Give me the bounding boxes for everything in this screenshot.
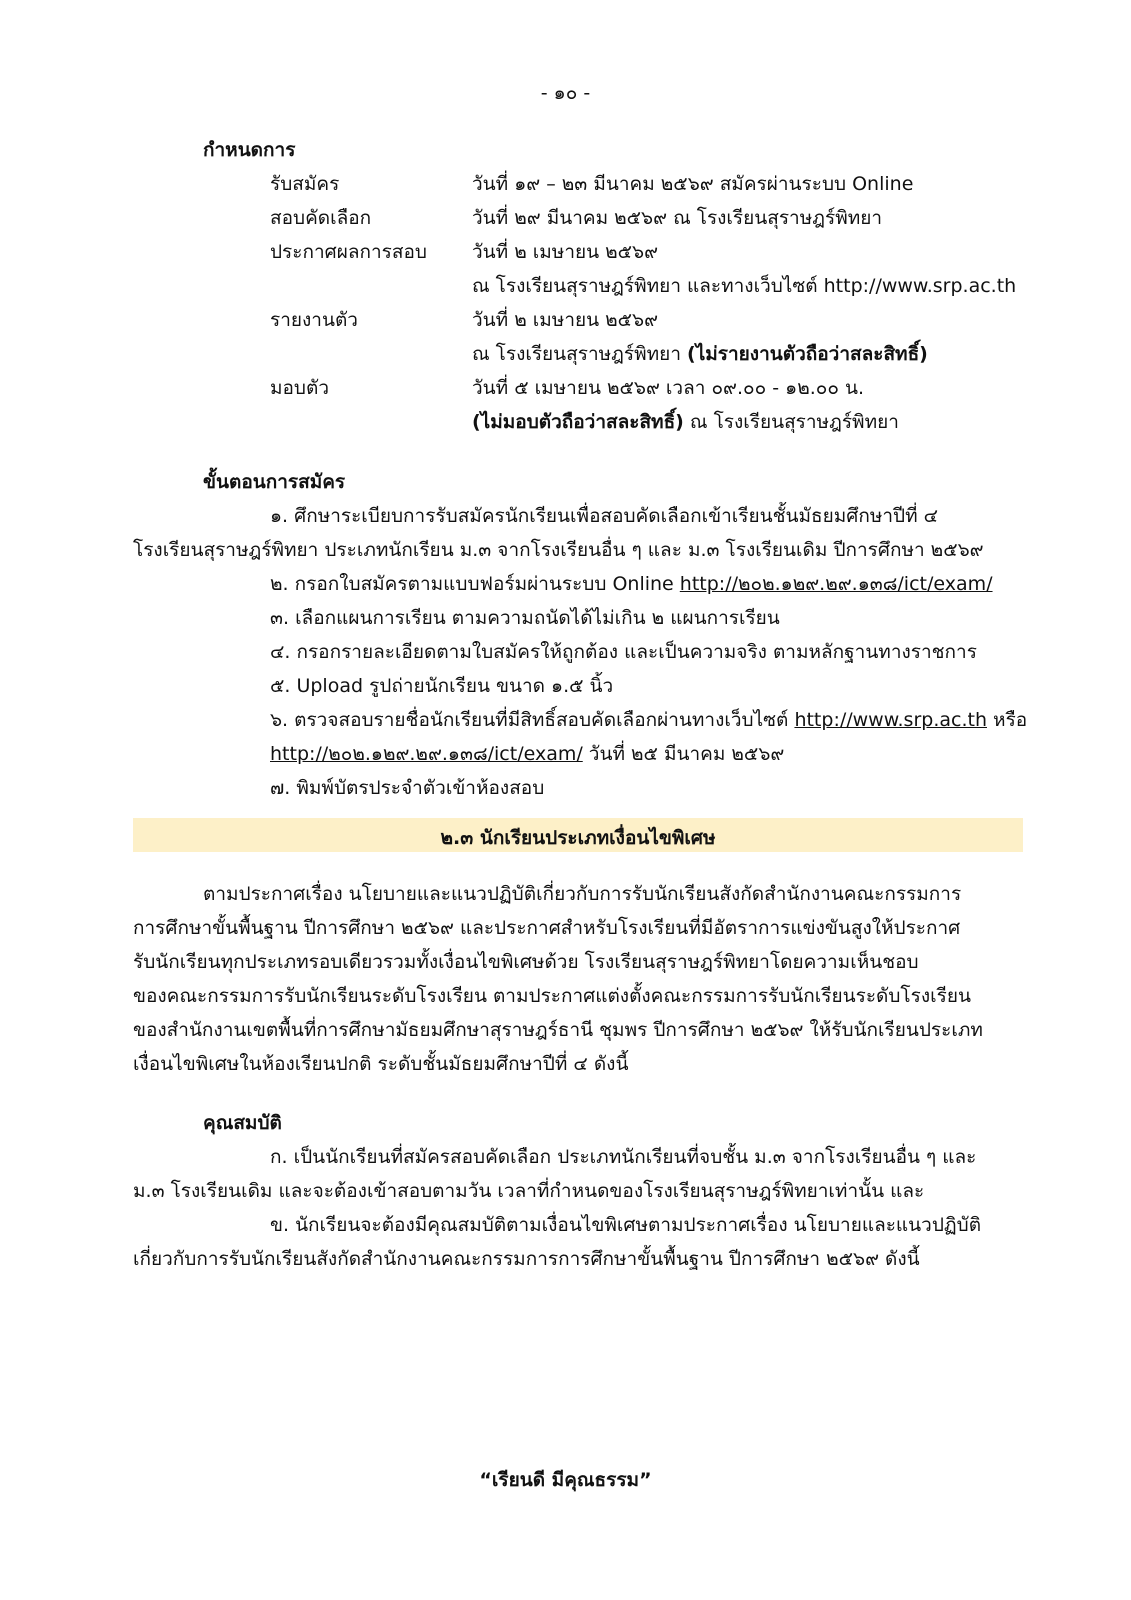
schedule-value-report-place (472, 339, 928, 369)
qualification-a-line-1: ก. เป็นนักเรียนที่สมัครสอบคัดเลือก ประเภทนักเรียนที่จบชั้น ม.๓ จากโรงเรียนอื่น ๆ และ (270, 1146, 977, 1168)
announcement-line-6: เงื่อนไขพิเศษในห้องเรียนปกติ ระดับชั้นมัธยมศึกษาปีที่ ๔ ดังนี้ (133, 1053, 629, 1075)
schedule-value-enroll-place (472, 407, 899, 437)
schedule-value-result-place: ณ โรงเรียนสุราษฎร์พิทยา และทางเว็บไซต์ http://www.srp.ac.th (472, 275, 1017, 297)
qualification-b-line-1: ข. นักเรียนจะต้องมีคุณสมบัติตามเงื่อนไขพิเศษตามประกาศเรื่อง นโยบายและแนวปฏิบัติ (270, 1214, 982, 1236)
schedule-value-exam: วันที่ ๒๙ มีนาคม ๒๕๖๙ ณ โรงเรียนสุราษฎร์พิทยา (472, 207, 883, 229)
schedule-value-enroll: วันที่ ๕ เมษายน ๒๕๖๙ เวลา ๐๙.๐๐ - ๑๒.๐๐ น. (472, 377, 865, 399)
announcement-line-3: รับนักเรียนทุกประเภทรอบเดียวรวมทั้งเงื่อนไขพิเศษด้วย โรงเรียนสุราษฎร์พิทยาโดยความเห็นชอบ (133, 951, 919, 973)
qualification-b-line-2: เกี่ยวกับการรับนักเรียนสังกัดสำนักงานคณะกรรมการการศึกษาขั้นพื้นฐาน ปีการศึกษา ๒๕๖๙ ดังนี้ (133, 1248, 920, 1270)
enroll-forfeit-note: (ไม่มอบตัวถือว่าสละสิทธิ์) (472, 411, 684, 433)
report-forfeit-note: (ไม่รายงานตัวถือว่าสละสิทธิ์) (687, 343, 928, 365)
step-1-line-2: โรงเรียนสุราษฎร์พิทยา ประเภทนักเรียน ม.๓ จากโรงเรียนอื่น ๆ และ ม.๓ โรงเรียนเดิม ปีการศึกษา ๒๕๖๙ (133, 539, 984, 561)
schedule-label-result: ประกาศผลการสอบ (270, 241, 427, 263)
step-6-tail: หรือ (987, 709, 1028, 731)
schedule-value-apply: วันที่ ๑๙ – ๒๓ มีนาคม ๒๕๖๙ สมัครผ่านระบบ Online (472, 173, 914, 195)
qualification-a-line-2: ม.๓ โรงเรียนเดิม และจะต้องเข้าสอบตามวัน เวลาที่กำหนดของโรงเรียนสุราษฎร์พิทยาเท่านั้น และ (133, 1180, 925, 1202)
schedule-label-report: รายงานตัว (270, 309, 358, 331)
step-6-date: วันที่ ๒๕ มีนาคม ๒๕๖๙ (582, 743, 785, 765)
schedule-value-result: วันที่ ๒ เมษายน ๒๕๖๙ (472, 241, 659, 263)
announcement-line-2: การศึกษาขั้นพื้นฐาน ปีการศึกษา ๒๕๖๙ และประกาศสำหรับโรงเรียนที่มีอัตราการแข่งขันสูงให้ประกาศ (133, 917, 961, 939)
steps-heading: ขั้นตอนการสมัคร (203, 471, 346, 493)
step-1-line-1: ๑. ศึกษาระเบียบการรับสมัครนักเรียนเพื่อสอบคัดเลือกเข้าเรียนชั้นมัธยมศึกษาปีที่ ๔ (270, 505, 939, 527)
announcement-line-5: ของสำนักงานเขตพื้นที่การศึกษามัธยมศึกษาสุราษฎร์ธานี ชุมพร ปีการศึกษา ๒๕๖๙ ให้รับนักเรียนประเภท (133, 1019, 983, 1041)
step-2-text: ๒. กรอกใบสมัครตามแบบฟอร์มผ่านระบบ Online (270, 573, 680, 595)
step-3: ๓. เลือกแผนการเรียน ตามความถนัดได้ไม่เกิน ๒ แผนการเรียน (270, 607, 780, 629)
school-motto: “เรียนดี มีคุณธรรม” (479, 1469, 652, 1491)
exam-form-link[interactable]: http://๒๐๒.๑๒๙.๒๙.๑๓๘/ict/exam/ (679, 573, 993, 595)
schedule-heading: กำหนดการ (203, 139, 296, 161)
step-6-text: ๖. ตรวจสอบรายชื่อนักเรียนที่มีสิทธิ์สอบคัดเลือกผ่านทางเว็บไซต์ (270, 709, 795, 731)
schedule-label-enroll: มอบตัว (270, 377, 330, 399)
schedule-value-report: วันที่ ๒ เมษายน ๒๕๖๙ (472, 309, 659, 331)
step-7: ๗. พิมพ์บัตรประจำตัวเข้าห้องสอบ (270, 777, 545, 799)
schedule-label-apply: รับสมัคร (270, 173, 340, 195)
step-2 (270, 569, 993, 599)
qualification-heading: คุณสมบัติ (203, 1112, 282, 1134)
exam-result-link[interactable]: http://๒๐๒.๑๒๙.๒๙.๑๓๘/ict/exam/ (270, 743, 583, 765)
step-4: ๔. กรอกรายละเอียดตามใบสมัครให้ถูกต้อง และเป็นความจริง ตามหลักฐานทางราชการ (270, 641, 977, 663)
step-5: ๕. Upload รูปถ่ายนักเรียน ขนาด ๑.๕ นิ้ว (270, 675, 614, 697)
enroll-place-text: ณ โรงเรียนสุราษฎร์พิทยา (683, 411, 899, 433)
announcement-line-4: ของคณะกรรมการรับนักเรียนระดับโรงเรียน ตามประกาศแต่งตั้งคณะกรรมการรับนักเรียนระดับโรงเรียน (133, 985, 971, 1007)
report-place-text: ณ โรงเรียนสุราษฎร์พิทยา (472, 343, 688, 365)
schedule-label-exam: สอบคัดเลือก (270, 207, 372, 229)
step-6 (270, 705, 1027, 735)
section-title: ๒.๓ นักเรียนประเภทเงื่อนไขพิเศษ (440, 827, 716, 849)
announcement-line-1: ตามประกาศเรื่อง นโยบายและแนวปฏิบัติเกี่ยวกับการรับนักเรียนสังกัดสำนักงานคณะกรรมการ (203, 883, 962, 905)
school-website-link[interactable]: http://www.srp.ac.th (794, 709, 987, 731)
step-6-line-2 (270, 739, 784, 769)
page-number: - ๑๐ - (540, 82, 591, 104)
